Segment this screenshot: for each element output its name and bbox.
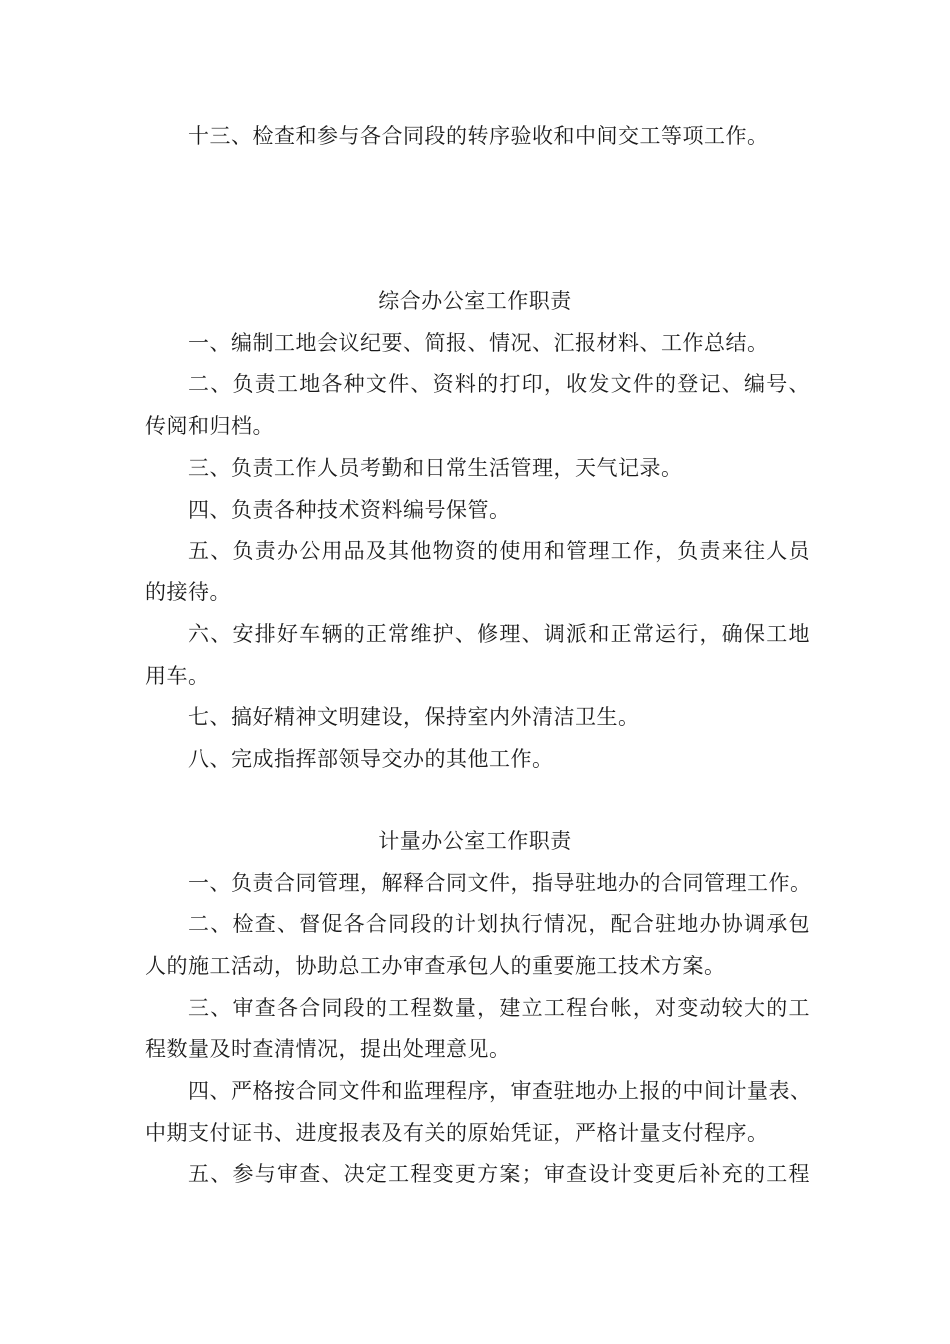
- metering-item-2-line-1: 二、检查、督促各合同段的计划执行情况，配合驻地办协调承包: [188, 912, 810, 936]
- metering-item-5: 五、参与审查、决定工程变更方案；审查设计变更后补充的工程: [188, 1162, 810, 1186]
- metering-item-1: 一、负责合同管理，解释合同文件，指导驻地办的合同管理工作。: [188, 871, 812, 895]
- metering-item-2-line-2: 人的施工活动，协助总工办审查承包人的重要施工技术方案。: [145, 954, 726, 978]
- office-item-8: 八、完成指挥部领导交办的其他工作。: [188, 747, 554, 771]
- metering-item-4-line-2: 中期支付证书、进度报表及有关的原始凭证，严格计量支付程序。: [145, 1121, 769, 1145]
- office-item-4: 四、负责各种技术资料编号保管。: [188, 498, 511, 522]
- office-item-6-line-1: 六、安排好车辆的正常维护、修理、调派和正常运行，确保工地: [188, 622, 810, 646]
- metering-item-4-line-1: 四、严格按合同文件和监理程序，审查驻地办上报的中间计量表、: [188, 1079, 812, 1103]
- section-title-metering-office: 计量办公室工作职责: [378, 829, 572, 853]
- office-item-2-line-1: 二、负责工地各种文件、资料的打印，收发文件的登记、编号、: [188, 372, 810, 396]
- office-item-2-line-2: 传阅和归档。: [145, 414, 274, 438]
- metering-item-3-line-1: 三、审查各合同段的工程数量，建立工程台帐，对变动较大的工: [188, 996, 810, 1020]
- office-item-7: 七、搞好精神文明建设，保持室内外清洁卫生。: [188, 705, 640, 729]
- office-item-1: 一、编制工地会议纪要、简报、情况、汇报材料、工作总结。: [188, 331, 769, 355]
- metering-item-3-line-2: 程数量及时查清情况，提出处理意见。: [145, 1037, 511, 1061]
- office-item-6-line-2: 用车。: [145, 664, 210, 688]
- office-item-5-line-2: 的接待。: [145, 580, 231, 604]
- office-item-3: 三、负责工作人员考勤和日常生活管理，天气记录。: [188, 456, 683, 480]
- section-title-general-office: 综合办公室工作职责: [378, 289, 572, 313]
- office-item-5-line-1: 五、负责办公用品及其他物资的使用和管理工作，负责来往人员: [188, 539, 810, 563]
- paragraph-item-13: 十三、检查和参与各合同段的转序验收和中间交工等项工作。: [188, 124, 769, 148]
